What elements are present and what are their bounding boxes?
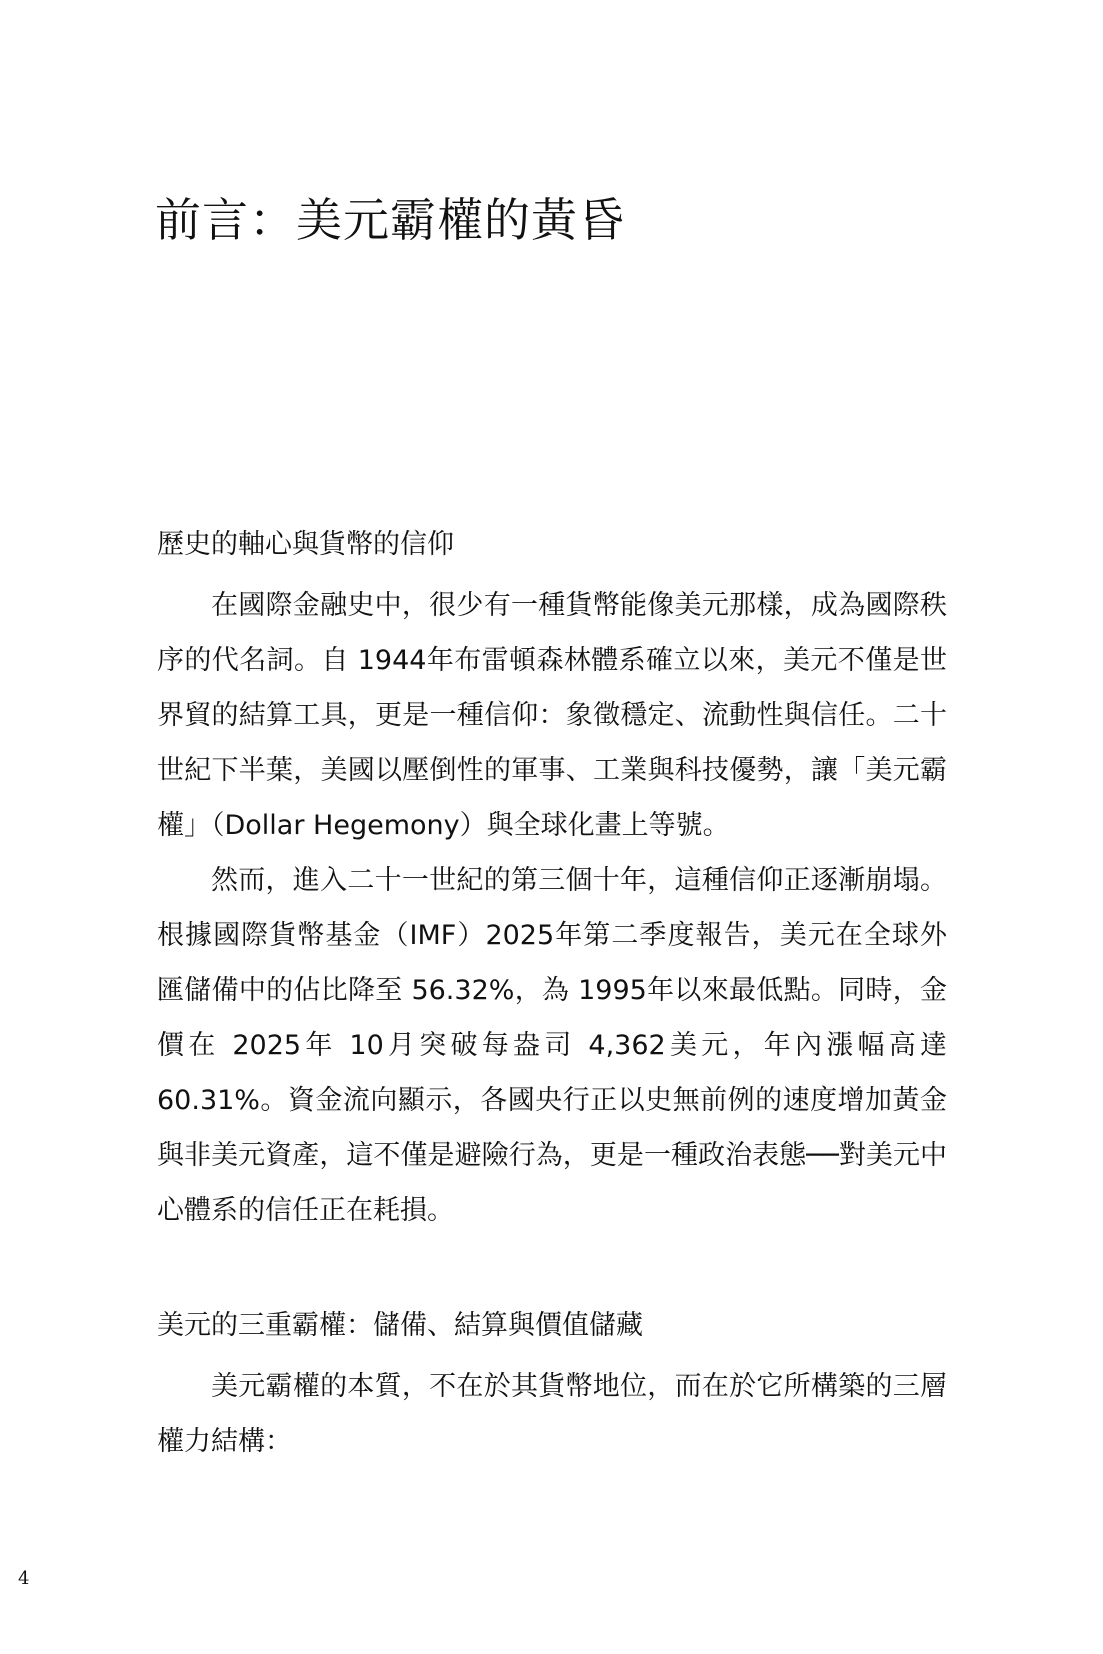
paragraph: 在國際金融史中，很少有一種貨幣能像美元那樣，成為國際秩序的代名詞。自 1944年布雷頓森林體系確立以來，美元不僅是世界貿的結算工具，更是一種信仰：象徵穩定、流動性與信任。二十世紀下半葉，美國以壓倒性的軍事、工業與科技優勢，讓「美元霸權」（Dollar Hegemony）與全球化畫上等號。 <box>157 590 947 841</box>
body-text <box>157 525 947 1469</box>
chapter-title: 前言：美元霸權的黃昏 <box>155 193 625 247</box>
section-heading: 美元的三重霸權：儲備、結算與價值儲藏 <box>157 1310 643 1341</box>
paragraph: 然而，進入二十一世紀的第三個十年，這種信仰正逐漸崩塌。根據國際貨幣基金（IMF）2025年第二季度報告，美元在全球外匯儲備中的佔比降至 56.32%，為 1995年以來最低點。同時，金價在 2025年 10月突破每盎司 4,362美元，年內漲幅高達 60.31%。資金流向顯示，各國央行正以史無前例的速度增加黃金與非美元資產，這不僅是避險行為，更是一種政治表態──對美元中心體系的信任正在耗損。 <box>157 865 947 1226</box>
paragraph: 美元霸權的本質，不在於其貨幣地位，而在於它所構築的三層權力結構： <box>157 1371 947 1457</box>
section-heading: 歷史的軸心與貨幣的信仰 <box>157 529 454 560</box>
page-number: 4 <box>18 1568 30 1589</box>
